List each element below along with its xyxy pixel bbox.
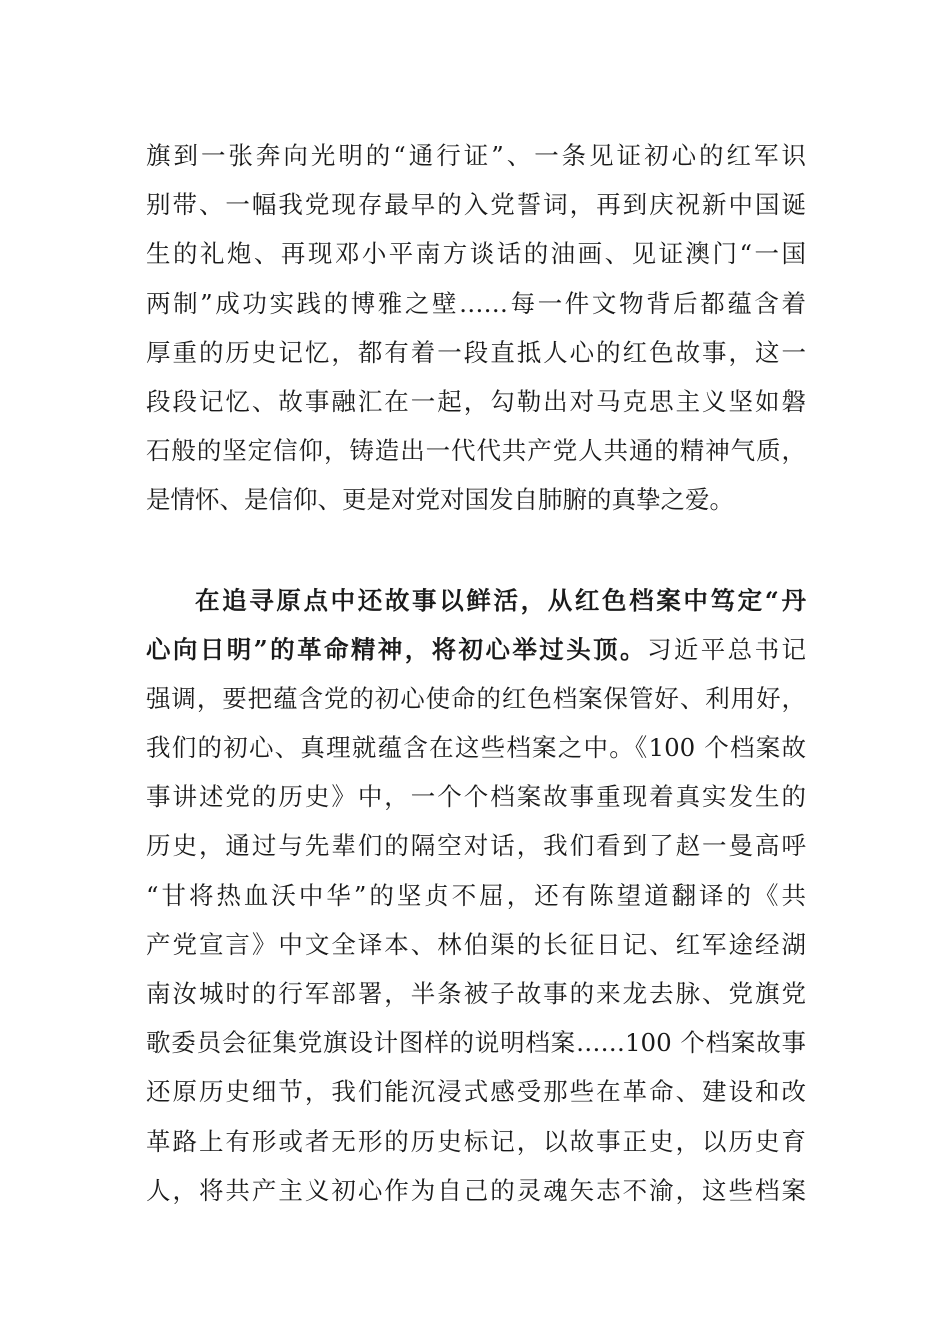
text-line: 段段记忆、故事融汇在一起，勾勒出对马克思主义坚如磐 xyxy=(146,386,806,416)
text-line: 革路上有形或者无形的历史标记，以故事正史，以历史育 xyxy=(146,1126,806,1156)
text-line: 产党宣言》中文全译本、林伯渠的长征日记、红军途经湖 xyxy=(146,929,806,959)
text-line: “甘将热血沃中华”的坚贞不屈，还有陈望道翻译的《共 xyxy=(146,880,806,910)
text-line: 还原历史细节，我们能沉浸式感受那些在革命、建设和改 xyxy=(146,1077,806,1107)
bold-heading-text: 心向日明”的革命精神，将初心举过头顶。 xyxy=(146,634,647,664)
text-line: 事讲述党的历史》中，一个个档案故事重现着真实发生的 xyxy=(146,782,806,812)
text-line: 厚重的历史记忆，都有着一段直抵人心的红色故事，这一 xyxy=(146,337,806,367)
paragraph-gap xyxy=(146,525,806,576)
text-line: 历史，通过与先辈们的隔空对话，我们看到了赵一曼高呼 xyxy=(146,831,806,861)
text-line: 歌委员会征集党旗设计图样的说明档案……100 个档案故事 xyxy=(146,1028,806,1058)
paragraph-1 xyxy=(146,131,806,525)
text-line: 生的礼炮、再现邓小平南方谈话的油画、见证澳门“一国 xyxy=(146,239,806,269)
text-line: 石般的坚定信仰，铸造出一代代共产党人共通的精神气质， xyxy=(146,436,806,466)
text-line: 南汝城时的行军部署，半条被子故事的来龙去脉、党旗党 xyxy=(146,979,806,1008)
text-line: 别带、一幅我党现存最早的入党誓词，再到庆祝新中国诞 xyxy=(146,190,806,220)
text-line: 是情怀、是信仰、更是对党对国发自肺腑的真挚之爱。 xyxy=(146,485,734,515)
document-page xyxy=(146,131,806,1215)
text-run: 习近平总书记 xyxy=(646,634,807,664)
text-line: 两制”成功实践的博雅之壁……每一件文物背后都蕴含着 xyxy=(146,288,806,318)
text-line: 旗到一张奔向光明的“通行证”、一条见证初心的红军识 xyxy=(146,141,806,170)
paragraph-2 xyxy=(146,576,806,1215)
bold-heading-line: 在追寻原点中还故事以鲜活，从红色档案中笃定“丹 xyxy=(195,585,806,615)
mixed-line xyxy=(146,625,806,674)
text-line: 我们的初心、真理就蕴含在这些档案之中。《100 个档案故 xyxy=(146,733,806,763)
text-line: 人，将共产主义初心作为自己的灵魂矢志不渝，这些档案 xyxy=(146,1175,806,1205)
text-line: 强调，要把蕴含党的初心使命的红色档案保管好、利用好， xyxy=(146,683,806,713)
